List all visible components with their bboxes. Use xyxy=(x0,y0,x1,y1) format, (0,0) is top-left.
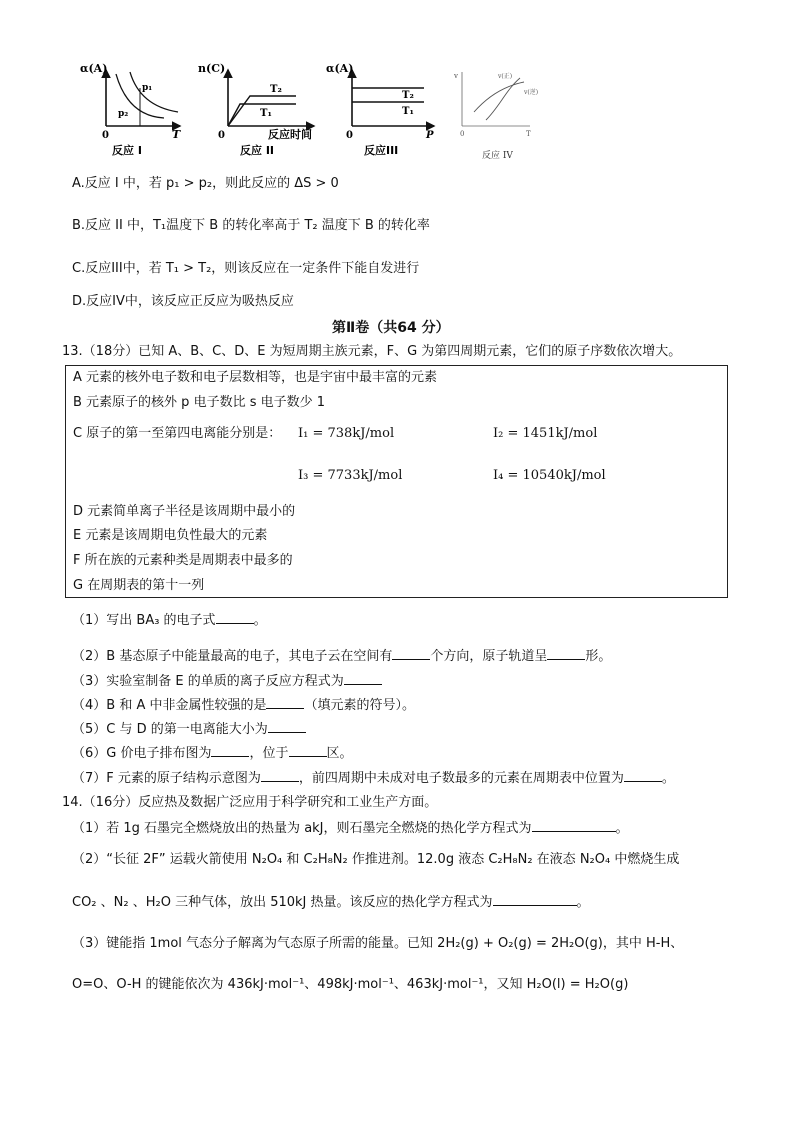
answer-blank[interactable] xyxy=(547,647,585,660)
graph4-origin: 0 xyxy=(460,130,465,138)
q13-box-i3: I₃ = 7733kJ/mol xyxy=(298,468,403,483)
graph1-caption: 反应 I xyxy=(112,144,142,157)
q13-box-i1: I₁ = 738kJ/mol xyxy=(298,426,395,441)
graph3-xlabel: P xyxy=(426,130,434,141)
q13-stem: 13.（18分）已知 A、B、C、D、E 为短周期主族元素，F、G 为第四周期元素，它们的原子序数依次增大。 xyxy=(62,344,682,359)
answer-blank[interactable] xyxy=(532,819,616,832)
graph3-ylabel: α(A) xyxy=(326,62,354,75)
graph4-curve-vforward: v(正) xyxy=(498,73,513,80)
answer-blank[interactable] xyxy=(216,611,254,624)
graph2-line-t1: T₁ xyxy=(260,108,272,119)
q13-sub2: （2）B 基态原子中能量最高的电子，其电子云在空间有 个方向，原子轨道呈 形。 xyxy=(72,649,612,664)
q13-box-g: G 在周期表的第十一列 xyxy=(73,578,205,593)
graph2-line-t2: T₂ xyxy=(270,84,282,95)
answer-blank[interactable] xyxy=(344,672,382,685)
graph1-origin: 0 xyxy=(102,130,109,141)
graph-reaction-1 xyxy=(78,58,190,158)
option-c: C.反应III中，若 T₁ > T₂，则该反应在一定条件下能自发进行 xyxy=(72,261,420,276)
graph4-curve-vreverse: v(逆) xyxy=(524,89,539,96)
graph4-caption: 反应 IV xyxy=(482,151,513,161)
graph3-caption: 反应III xyxy=(364,144,399,157)
q13-sub7: （7）F 元素的原子结构示意图为 ，前四周期中未成对电子数最多的元素在周期表中位置为 。 xyxy=(72,771,675,786)
graph1-ylabel: α(A) xyxy=(80,62,108,75)
answer-blank[interactable] xyxy=(289,744,327,757)
q13-sub5: （5）C 与 D 的第一电离能大小为 xyxy=(72,720,306,738)
q13-box-i4: I₄ = 10540kJ/mol xyxy=(493,468,606,483)
q13-sub4: （4）B 和 A 中非金属性较强的是 （填元素的符号）。 xyxy=(72,698,415,713)
answer-blank[interactable] xyxy=(211,744,249,757)
answer-blank[interactable] xyxy=(266,696,304,709)
graph3-line-t2: T₂ xyxy=(402,90,414,101)
q14-sub2-line1: （2）“长征 2F” 运载火箭使用 N₂O₄ 和 C₂H₈N₂ 作推进剂。12.0g 液态 C₂H₈N₂ 在液态 N₂O₄ 中燃烧生成 xyxy=(72,852,680,867)
q14-sub1: （1）若 1g 石墨完全燃烧放出的热量为 akJ，则石墨完全燃烧的热化学方程式为 。 xyxy=(72,821,629,836)
answer-blank[interactable] xyxy=(624,769,662,782)
q13-box-f: F 所在族的元素种类是周期表中最多的 xyxy=(73,553,293,568)
q13-box-d: D 元素简单离子半径是该周期中最小的 xyxy=(73,504,296,519)
graph2-xlabel: 反应时间 xyxy=(268,128,312,141)
graph1-curve-p1: p₁ xyxy=(142,83,153,93)
graph2-caption: 反应 II xyxy=(240,144,275,157)
option-d: D.反应IV中，该反应正反应为吸热反应 xyxy=(72,294,294,309)
q13-sub1: （1）写出 BA₃ 的电子式 。 xyxy=(72,613,267,628)
answer-blank[interactable] xyxy=(268,720,306,733)
q13-box-i2: I₂ = 1451kJ/mol xyxy=(493,426,598,441)
q13-box-a: A 元素的核外电子数和电子层数相等，也是宇宙中最丰富的元素 xyxy=(73,370,438,385)
answer-blank[interactable] xyxy=(392,647,430,660)
graph3-line-t1: T₁ xyxy=(402,106,414,117)
graph4-xlabel: T xyxy=(526,130,531,138)
section-title: 第Ⅱ卷（共64 分） xyxy=(332,320,450,336)
graph1-xlabel: T xyxy=(172,128,181,141)
graph-reaction-3 xyxy=(324,58,444,158)
q13-sub6: （6）G 价电子排布图为 ，位于 区。 xyxy=(72,746,353,761)
graph2-ylabel: n(C) xyxy=(198,62,226,75)
graph4-ylabel: v xyxy=(454,72,458,80)
answer-blank[interactable] xyxy=(493,893,577,906)
answer-blank[interactable] xyxy=(261,769,299,782)
q14-sub2-line2: CO₂ 、N₂ 、H₂O 三种气体，放出 510kJ 热量。该反应的热化学方程式为 。 xyxy=(72,895,590,910)
q14-stem: 14.（16分）反应热及数据广泛应用于科学研究和工业生产方面。 xyxy=(62,795,438,810)
q13-box-e: E 元素是该周期电负性最大的元素 xyxy=(73,528,268,543)
q14-sub3-line1: （3）键能指 1mol 气态分子解离为气态原子所需的能量。已知 2H₂(g) + O₂(g) = 2H₂O(g)，其中 H-H、 xyxy=(72,936,684,951)
graph-reaction-2 xyxy=(196,58,326,158)
option-a: A.反应 I 中，若 p₁ > p₂，则此反应的 ΔS > 0 xyxy=(72,176,339,191)
q13-box-c-prefix: C 原子的第一至第四电离能分别是： xyxy=(73,426,282,441)
option-b: B.反应 II 中，T₁温度下 B 的转化率高于 T₂ 温度下 B 的转化率 xyxy=(72,218,430,233)
graph3-origin: 0 xyxy=(346,130,353,141)
graph2-origin: 0 xyxy=(218,130,225,141)
graph1-curve-p2: p₂ xyxy=(118,109,129,119)
q13-box-b: B 元素原子的核外 p 电子数比 s 电子数少 1 xyxy=(73,395,326,410)
q13-sub3: （3）实验室制备 E 的单质的离子反应方程式为 xyxy=(72,672,382,690)
q14-sub3-line2: O=O、O-H 的键能依次为 436kJ·mol⁻¹、498kJ·mol⁻¹、463kJ·mol⁻¹，又知 H₂O(l) = H₂O(g) xyxy=(72,977,629,992)
graph-reaction-4 xyxy=(448,64,544,164)
